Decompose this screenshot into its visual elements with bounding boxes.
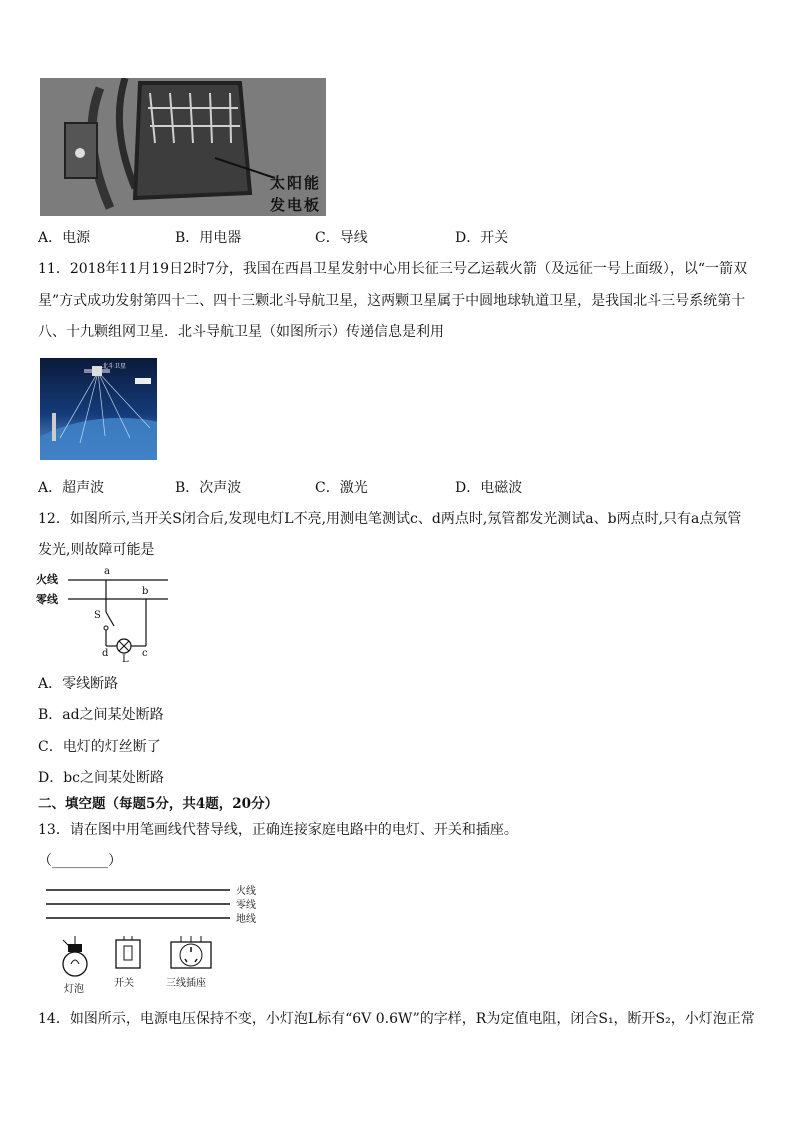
q11-line-1: 11．2018年11月19日2时7分，我国在西昌卫星发射中心用长征三号乙运载火箭（及远征一号上面级），以“一箭双: [38, 261, 748, 277]
switch-label: 开关: [114, 978, 134, 989]
q13-circuit-diagram: [40, 880, 280, 998]
q10-option-b: B．用电器: [175, 230, 242, 246]
socket-label: 三线插座: [166, 978, 206, 989]
q13-line-1: 13．请在图中用笔画线代替导线，正确连接家庭电路中的电灯、开关和插座。: [38, 822, 518, 838]
q12-line-1: 12．如图所示,当开关S闭合后,发现电灯L不亮,用测电笔测试c、d两点时,氖管都发光测试a、b两点时,只有a点氖管: [38, 511, 742, 527]
q10-option-c: C．导线: [315, 230, 368, 246]
wire-neutral-label: 零线: [236, 900, 256, 911]
point-c-label: c: [142, 648, 148, 659]
point-a-label: a: [104, 566, 110, 577]
photo-caption-2: 发电板: [270, 196, 322, 214]
wire-live-label: 火线: [236, 886, 256, 897]
beidou-satellite-photo: [40, 358, 157, 460]
live-wire-label: 火线: [36, 573, 58, 586]
q11-line-2: 星”方式成功发射第四十二、四十三颗北斗导航卫星，这两颗卫星属于中圆地球轨道卫星，是我国北斗三号系统第十: [38, 293, 746, 309]
q12-option-c: C．电灯的灯丝断了: [38, 739, 161, 755]
q12-option-b: B．ad之间某处断路: [38, 707, 164, 723]
q13-answer-blank: （________）: [38, 853, 122, 869]
q11-option-c: C．激光: [315, 480, 368, 496]
point-d-label: d: [102, 648, 109, 659]
q10-option-a: A．电源: [38, 230, 91, 246]
q12-option-a: A．零线断路: [38, 676, 119, 692]
q14-line-1: 14．如图所示，电源电压保持不变，小灯泡L标有“6V 0.6W”的字样，R为定值电阻，闭合S₁，断开S₂，小灯泡正常: [38, 1011, 755, 1027]
lamp-l-label: L: [122, 654, 129, 665]
switch-s-label: S: [94, 610, 101, 621]
q10-option-d: D．开关: [455, 230, 509, 246]
satellite-label: 北斗卫星: [102, 363, 127, 370]
q12-circuit-diagram: [36, 566, 176, 666]
neutral-wire-label: 零线: [36, 593, 58, 606]
q11-option-d: D．电磁波: [455, 480, 523, 496]
section-title: 二、填空题（每题5分，共4题，20分）: [38, 796, 279, 812]
satellite-illustration: [40, 358, 157, 460]
q12-option-d: D．bc之间某处断路: [38, 770, 165, 786]
q12-line-2: 发光,则故障可能是: [38, 542, 155, 558]
bulb-label: 灯泡: [64, 984, 84, 995]
point-b-label: b: [142, 586, 149, 597]
wire-ground-label: 地线: [236, 914, 256, 925]
q11-option-a: A．超声波: [38, 480, 105, 496]
photo-caption-1: 太阳能: [270, 174, 322, 192]
q11-option-b: B．次声波: [175, 480, 242, 496]
solar-panel-photo: [40, 78, 326, 216]
q11-line-3: 八、十九颗组网卫星．北斗导航卫星（如图所示）传递信息是利用: [38, 324, 444, 340]
